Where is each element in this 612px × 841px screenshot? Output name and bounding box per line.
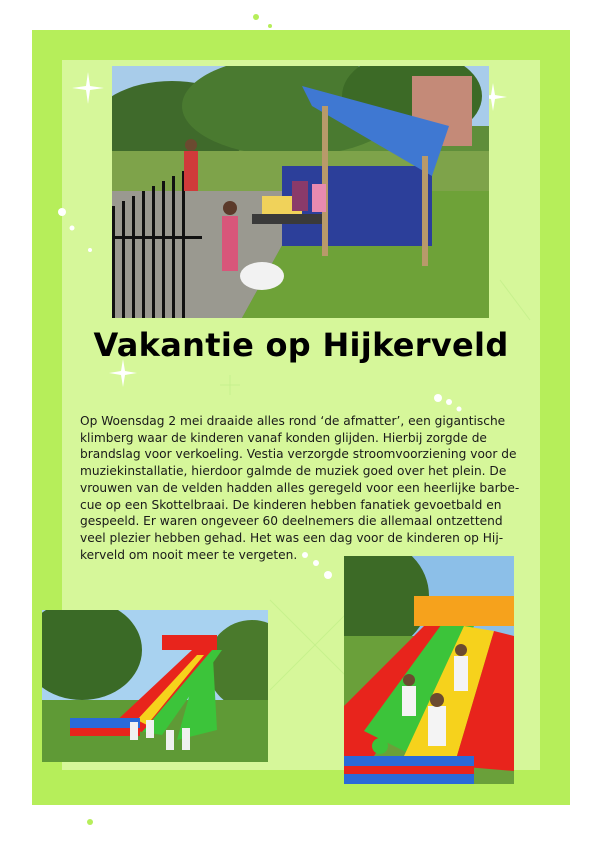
page-title: Vakantie op Hijkerveld <box>93 326 509 364</box>
article-body: Op Woensdag 2 mei draaide alles rond ‘de afmatter’, een gigantische klimberg waar de kinderen vanaf konden glijden. Hierbij zorgde de brandslag voor verkoeling. Vestia verzorgde stroomvoorziening voor de muziekinstallatie, hierdoor galmde de muziek goed over het plein. De vrouwen van de velden hadden alles geregeld voor een heerlijke barbe- cue op een Skottelbraai. De kinderen hebben fanatiek gevoetbald en gespeeld. Er waren ongeveer 60 deelnemers die allemaal ontzettend veel plezier hebben gehad. Het was een dag voor de kinderen op Hij- kerveld om nooit meer te vergeten. <box>80 414 520 562</box>
photo-inflatable-slide-wide <box>42 610 268 762</box>
photo-inflatable-slide-closeup <box>344 556 514 784</box>
photo-barbecue <box>112 66 489 318</box>
